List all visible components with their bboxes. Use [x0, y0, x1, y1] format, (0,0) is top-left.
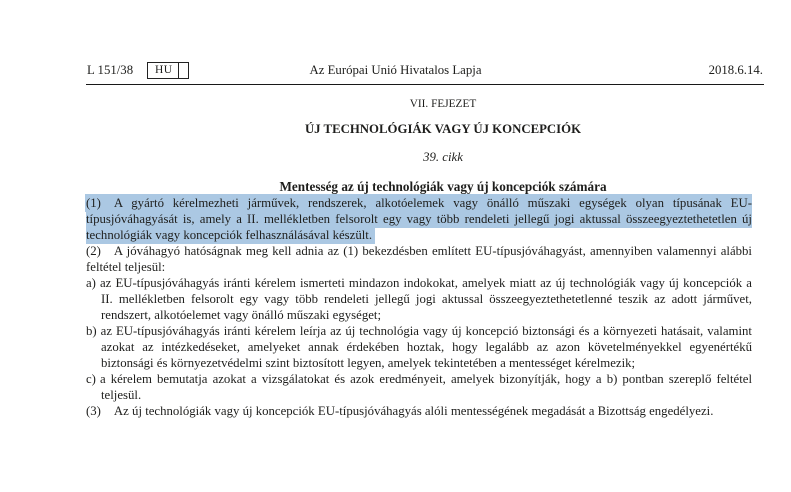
paragraph-number: (2)	[86, 244, 101, 258]
list-item-label: c)	[86, 372, 96, 386]
list-item-label: a)	[86, 276, 96, 290]
paragraph-number: (3)	[86, 404, 101, 418]
paragraph-2	[86, 243, 752, 275]
list-item-a	[86, 275, 752, 323]
paragraph-number: (1)	[86, 196, 101, 210]
header-date: 2018.6.14.	[708, 63, 763, 77]
chapter-label: VII. FEJEZET	[409, 98, 477, 110]
paragraph-text: Az új technológiák vagy új koncepciók EU-típusjóváhagyás alóli mentességének megadását a Bizottság engedélyezi.	[113, 404, 714, 418]
paragraph-text: A gyártó kérelmezheti járművek, rendszerek, alkotóelemek vagy önálló műszaki egységek olyan típusának EU-típusjóváhagyását is, amely a II. mellékletben felsorolt egy vagy több rendeleti jellegű jogi aktussal összeegyeztethetetlen új technológiák vagy koncepciók felhasználásával készült.	[86, 196, 752, 242]
article-title: Mentesség az új technológiák vagy új koncepciók számára	[279, 179, 607, 194]
list-item-text: az EU-típusjóváhagyás iránti kérelem leírja az új technológia vagy új koncepció biztonsági és a környezeti hatásait, valamint azokat az intézkedéseket, amelyeket annak érdekében hoztak, hogy legalább az azon követelményekkel egyenértékű biztonsági és környezetvédelmi szint biztosított legyen, amelyek tekintetében a mentességet kérelmezik;	[100, 324, 752, 370]
chapter-title: ÚJ TECHNOLÓGIÁK VAGY ÚJ KONCEPCIÓK	[304, 122, 582, 136]
article-number: 39. cikk	[423, 150, 463, 164]
paragraph-3	[86, 403, 752, 419]
language-code: HU	[155, 64, 173, 76]
list-item-label: b)	[86, 324, 97, 338]
paragraph-1-highlighted	[86, 195, 752, 243]
journal-title: Az Európai Unió Hivatalos Lapja	[309, 63, 482, 77]
document-body	[86, 85, 752, 419]
list-item-b	[86, 323, 752, 371]
list-item-text: a kérelem bemutatja azokat a vizsgálatokat és azok eredményeit, amelyek bizonyítják, hogy a b) pontban szereplő feltétel teljesül.	[99, 372, 752, 402]
list-item-text: az EU-típusjóváhagyás iránti kérelem ismerteti mindazon indokokat, amelyek miatt az új technológiák vagy új koncepciók a II. mellékletben felsorolt egy vagy több rendeleti jellegű jogi aktussal összeegyeztethetetlenné teszik az adott járművet, rendszert, alkotóelemet vagy önálló műszaki egységet;	[99, 276, 752, 322]
header-page-number: L 151/38	[87, 63, 134, 77]
text-selection-highlight	[85, 194, 752, 244]
paragraph-text: A jóváhagyó hatóságnak meg kell adnia az (1) bekezdésben említett EU-típusjóváhagyást, amennyiben valamennyi alábbi feltétel teljesül:	[86, 244, 752, 274]
list-item-c	[86, 371, 752, 403]
